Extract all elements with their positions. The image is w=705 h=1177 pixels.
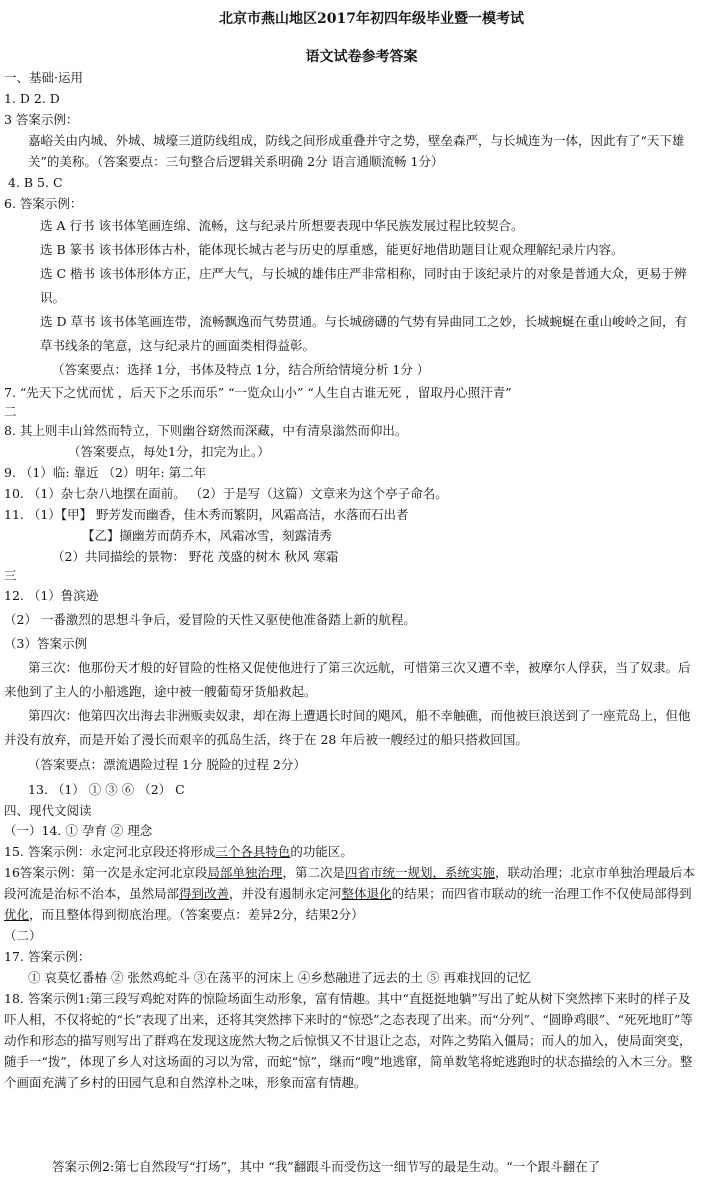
answer-12-third-voyage: 第三次：他那份天才般的好冒险的性格又促使他进行了第三次远航，可惜第三次又遭不幸，被摩尔人俘获，当了奴隶。后来他到了主人的小船逃跑，途中被一艘葡萄牙货船救起。 — [4, 660, 691, 699]
answer-10: 10. （1）杂七杂八地摆在面前。 （2）于是写（这篇）文章来为这个亭子命名。 — [4, 486, 448, 501]
answer-11-part-1-jia: 11. （1）【甲】 野芳发而幽香，佳木秀而繁阴，风霜高洁，水落而石出者 — [4, 507, 409, 522]
answer-11-part-2: （2）共同描绘的景物： 野花 茂盛的树木 秋风 寒霜 — [52, 549, 339, 564]
answer-13: 13. （1） ① ③ ⑥ （2） C — [28, 782, 185, 797]
answer-7: 7. “先天下之忧而忧 ，后天下之乐而乐” “一览众山小” “人生自古谁无死 ，留取丹心照汗青” — [4, 385, 512, 400]
answer-6-option-c: 选 C 楷书 该书体形体方正，庄严大气，与长城的雄伟庄严非常相称，同时由于该纪录片的对象是普通大众，更易于辨识。 — [40, 266, 687, 305]
section-2-heading: 二 — [4, 404, 17, 419]
answer-14: （一）14. ① 孕育 ② 理念 — [4, 823, 153, 838]
answer-6-heading: 6. 答案示例： — [4, 196, 83, 211]
answer-6-option-d: 选 D 草书 该书体笔画连带，流畅飘逸而气势贯通。与长城磅礴的气势有异曲同工之妙，长城蜿蜒在重山峻岭之间，有草书线条的笔意，这与纪录片的画面类相得益彰。 — [40, 314, 687, 353]
answer-17-heading: 17. 答案示例： — [4, 949, 91, 964]
section-4-heading: 四、现代文阅读 — [4, 803, 92, 818]
answer-16-text-f: ，而且整体得到彻底治理。（答案要点：差异2分，结果2分） — [29, 907, 364, 922]
answer-11-part-1-yi: 【乙】撷幽芳而荫乔木，风霜冰雪，刻露清秀 — [82, 528, 333, 543]
answer-16-underlined-3: 得到改善 — [179, 886, 230, 901]
answer-4-5: 4. B 5. C — [8, 175, 63, 190]
answer-17-text: ① 哀莫忆番椿 ② 张然鸡蛇斗 ③在荡平的河床上 ④乡愁融进了远去的土 ⑤ 再难找回的记忆 — [28, 970, 531, 985]
section-1-heading: 一、基础·运用 — [4, 70, 83, 85]
answer-12-part-1: 12. （1）鲁滨逊 — [4, 588, 99, 603]
answer-18-example-2: 答案示例2:第七自然段写“打场”，其中 “我”翻跟斗而受伤这一细节写的最是生动。“一个跟斗翻在了 — [52, 1159, 601, 1174]
page-subtitle: 语文试卷参考答案 — [305, 49, 418, 65]
page-title: 北京市燕山地区2017年初四年级毕业暨一模考试 — [219, 11, 524, 27]
answer-16 — [4, 862, 699, 925]
answer-16-text-d: ，并没有遏制永定河 — [229, 886, 342, 901]
part-2-heading: （二） — [4, 928, 42, 943]
answer-15-text-a: 15. 答案示例：永定河北京段还将形成 — [4, 844, 216, 859]
answer-12-key-points: （答案要点：漂流遇险过程 1分 脱险的过程 2分） — [28, 757, 306, 772]
answer-12-part-2: （2） 一番激烈的思想斗争后，爱冒险的天性又驱使他准备踏上新的航程。 — [4, 612, 416, 627]
answer-8-key-points: （答案要点，每处1分，扣完为止。） — [68, 444, 270, 459]
answer-15 — [4, 841, 699, 862]
answer-1-2: 1. D 2. D — [4, 91, 60, 106]
answer-3-text: 嘉峪关由内城、外城、城壕三道防线组成，防线之间形成重叠并守之势，壁垒森严，与长城连为一体，因此有了“天下雄关”的美称。（答案要点：三句整合后逻辑关系明确 2分 语言通顺流畅 1分） — [28, 133, 685, 169]
answer-12-fourth-voyage: 第四次：他第四次出海去非洲贩卖奴隶，却在海上遭遇长时间的飓风，船不幸触礁，而他被巨浪送到了一座荒岛上，但他并没有放弃，而是开始了漫长而艰辛的孤岛生活，终于在 28 年后被一艘经过的船只搭救回国。 — [4, 708, 691, 747]
answer-16-text-e: 的结果；而四省市联动的统一治理工作不仅使局部得到 — [391, 886, 692, 901]
answer-6-option-a: 选 A 行书 该书体笔画连绵、流畅，这与纪录片所想要表现中华民族发展过程比较契合。 — [40, 218, 524, 233]
answer-16-text-a: 16答案示例：第一次是永定河北京段 — [4, 865, 208, 880]
section-3-heading: 三 — [4, 568, 17, 583]
answer-16-text-c: ，联动治理；北京市单独治理最后本段河流是治标不治本，虽然局部 — [4, 865, 695, 901]
answer-16-underlined-4: 整体退化 — [341, 886, 392, 901]
answer-16-underlined-5: 优化 — [4, 907, 30, 922]
answer-18-example-1: 18. 答案示例1:第三段写鸡蛇对阵的惊险场面生动形象，富有情趣。其中“直挺挺地躺”写出了蛇从树下突然摔下来时的样子及吓人相，不仅将蛇的“长”表现了出来，还将其突然摔下来时的“惊恐”之态表现了出来。而“分列”、“圆睁鸡眼”、“死死地盯”等动作和形态的描写则写出了群鸡在发现这庞然大物之后惊惧又不甘退让之态，对阵之势陷入僵局；而人的加入，使局面突变，随手一“拨”，体现了乡人对这场面的习以为常，而蛇“惊”，继而“嗖”地逃窜，简单数笔将蛇逃跑时的状态描绘的入木三分。整个画面充满了乡村的田园气息和自然淳朴之味，形象而富有情趣。 — [4, 991, 693, 1090]
answer-15-text-b: 的功能区。 — [290, 844, 353, 859]
answer-16-underlined-1: 局部单独治理 — [207, 865, 283, 880]
answer-16-text-b: ，第二次是 — [282, 865, 345, 880]
answer-9: 9. （1）临: 靠近 （2）明年: 第二年 — [4, 465, 207, 480]
answer-8: 8. 其上则丰山耸然而特立，下则幽谷窈然而深藏，中有清泉滃然而仰出。 — [4, 423, 408, 438]
answer-15-underlined: 三个各具特色 — [215, 844, 291, 859]
answer-16-underlined-2: 四省市统一规划，系统实施 — [344, 865, 495, 880]
answer-6-option-b: 选 B 篆书 该书体形体古朴，能体现长城古老与历史的厚重感，能更好地借助题目让观众理解纪录片内容。 — [40, 242, 624, 257]
answer-12-part-3-heading: （3）答案示例 — [4, 636, 87, 651]
answer-3-heading: 3 答案示例： — [4, 112, 79, 127]
answer-6-key-points: （答案要点：选择 1分，书体及特点 1分，结合所给情境分析 1分 ） — [52, 362, 430, 377]
